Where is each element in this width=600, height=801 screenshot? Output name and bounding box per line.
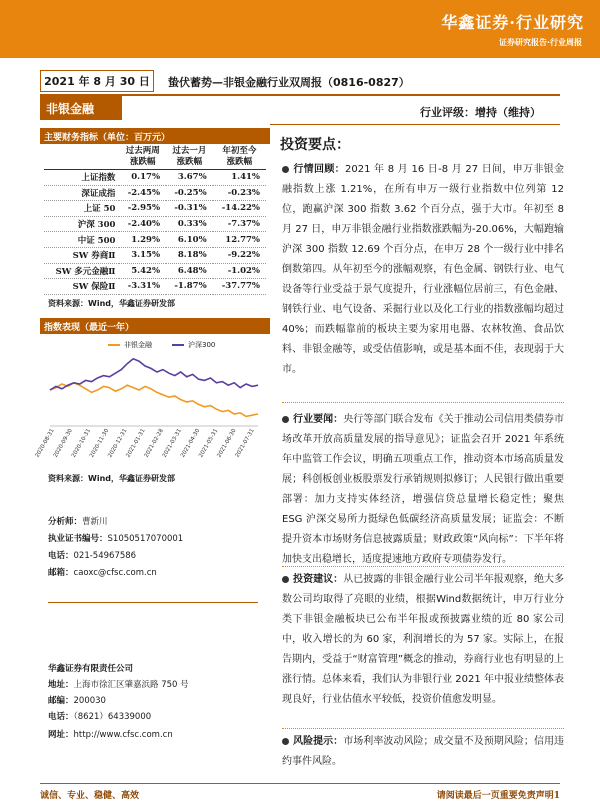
- point-body: 市场利率波动风险；成交量不及预期风险；信用违约事件风险。: [282, 736, 565, 767]
- metrics-value: -14.22%: [213, 201, 266, 217]
- point-head: 风险提示：: [293, 736, 344, 747]
- sector-label: 非银金融: [40, 96, 122, 120]
- analyst-email-label: 邮箱：: [48, 568, 74, 578]
- analyst-cert: S1050517070001: [107, 534, 184, 544]
- company-phone-label: 电话：: [48, 712, 74, 722]
- x-tick-label: 2021-02-28: [143, 428, 165, 459]
- key-points-title: 投资要点：: [280, 137, 350, 153]
- footer-slogan: 诚信、专业、稳健、高效: [40, 791, 140, 801]
- metrics-col-2: 过去一月 涨跌幅: [166, 145, 213, 170]
- company-web-row: [48, 728, 173, 740]
- metrics-index-name: 深证成指: [44, 185, 119, 201]
- section-divider: [282, 566, 564, 567]
- metrics-row: [44, 216, 266, 232]
- bullet-icon: [282, 738, 289, 745]
- analyst-phone-label: 电话：: [48, 551, 74, 561]
- metrics-value: -2.40%: [119, 216, 166, 232]
- company-phone: （8621）64339000: [73, 712, 152, 722]
- metrics-index-name: SW 保险Ⅱ: [44, 279, 119, 295]
- legend-swatch-1: [172, 344, 184, 346]
- industry-rating: 行业评级：增持（维持）: [420, 106, 541, 119]
- metrics-value: 8.18%: [166, 247, 213, 263]
- metrics-body: [44, 170, 266, 295]
- footer-disclaimer-note: 请阅读最后一页重要免责声明1: [436, 791, 560, 801]
- metrics-value: -2.45%: [119, 185, 166, 201]
- chart-source: 资料来源：Wind，华鑫证券研发部: [48, 474, 175, 483]
- metrics-value: -0.23%: [213, 185, 266, 201]
- analyst-name-row: [48, 515, 108, 527]
- metrics-value: 5.42%: [119, 263, 166, 279]
- metrics-col-1: 过去两周 涨跌幅: [119, 145, 166, 170]
- metrics-value: -7.37%: [213, 216, 266, 232]
- company-zip-row: [48, 694, 106, 706]
- metrics-row: [44, 263, 266, 279]
- x-tick-label: 2020-12-31: [107, 428, 129, 459]
- metrics-row: [44, 185, 266, 201]
- brand-subtitle: 证券研究报告·行业周报: [498, 38, 582, 47]
- metrics-row: [44, 201, 266, 217]
- point-body: 从已披露的非银金融行业公司半年报观察，绝大多数公司均取得了亮眼的业绩，根据Wind数据统计，申万行业分类下非银金融板块已公布半年报或预披露业绩的近 80 家公司中，收入增长的为 60 家，利润增长的为 57 家。实际上，在报告期内，受益于“财富管理”概念的推动，券商行业也有明显的上涨行情。总体来看，我们认为非银行业 2021 年中报业绩整体表现良好，行业估值水平较低，投资价值愈发明显。: [282, 574, 565, 705]
- point-industry-news: [282, 410, 564, 570]
- company-address: 上海市徐汇区肇嘉浜路 750 号: [73, 680, 189, 690]
- metrics-source: 资料来源：Wind，华鑫证券研发部: [48, 299, 175, 308]
- x-tick-label: 2021-04-30: [180, 428, 202, 459]
- point-head: 行情回顾：: [293, 164, 345, 175]
- metrics-index-name: 上证指数: [44, 170, 119, 186]
- rating-rule: [270, 124, 560, 125]
- metrics-value: 1.29%: [119, 232, 166, 248]
- metrics-header: 主要财务指标（单位：百万元）: [40, 128, 270, 144]
- report-title: 蛰伏蓄势—非银金融行业双周报（0816-0827）: [168, 76, 410, 89]
- metrics-value: -9.22%: [213, 247, 266, 263]
- series-line-0: [50, 383, 258, 417]
- company-address-row: [48, 678, 189, 690]
- metrics-index-name: SW 多元金融Ⅱ: [44, 263, 119, 279]
- analyst-phone-row: [48, 549, 136, 561]
- section-divider: [282, 402, 564, 403]
- point-investment-advice: [282, 570, 564, 710]
- company-address-label: 地址：: [48, 680, 74, 690]
- point-head: 投资建议：: [293, 574, 344, 585]
- company-zip: 200030: [73, 696, 106, 706]
- company-phone-row: [48, 710, 151, 722]
- company-zip-label: 邮编：: [48, 696, 74, 706]
- analyst-email-row: [48, 566, 157, 578]
- metrics-row: [44, 247, 266, 263]
- metrics-value: 6.10%: [166, 232, 213, 248]
- metrics-row: [44, 170, 266, 186]
- metrics-value: 3.15%: [119, 247, 166, 263]
- point-head: 行业要闻：: [293, 414, 344, 425]
- report-date: 2021 年 8 月 30 日: [40, 70, 154, 92]
- x-tick-label: 2021-01-31: [125, 428, 147, 459]
- legend-label-1: 沪深300: [188, 341, 216, 349]
- company-web-label: 网址：: [48, 730, 74, 740]
- analyst-phone: 021-54967586: [73, 551, 137, 561]
- metrics-col-0: [44, 145, 119, 170]
- metrics-value: 12.77%: [213, 232, 266, 248]
- x-tick-label: 2020-08-31: [34, 428, 56, 459]
- footer-rule: [40, 783, 560, 784]
- legend-label-0: 非银金融: [124, 341, 152, 349]
- x-tick-label: 2020-09-30: [52, 428, 74, 459]
- metrics-value: 1.41%: [213, 170, 266, 186]
- metrics-header-row: [44, 145, 266, 170]
- contact-rule: [48, 602, 258, 603]
- metrics-col-3: 年初至今 涨跌幅: [213, 145, 266, 170]
- metrics-table: [44, 145, 266, 295]
- legend-swatch-0: [108, 344, 120, 346]
- metrics-value: -1.87%: [166, 279, 213, 295]
- index-chart-header: 指数表现（最近一年）: [40, 318, 270, 334]
- metrics-value: -1.02%: [213, 263, 266, 279]
- analyst-email[interactable]: caoxc@cfsc.com.cn: [73, 568, 157, 578]
- x-tick-label: 2021-07-31: [234, 428, 256, 459]
- metrics-value: 0.17%: [119, 170, 166, 186]
- company-website[interactable]: http://www.cfsc.com.cn: [73, 730, 173, 740]
- metrics-value: 6.48%: [166, 263, 213, 279]
- x-tick-label: 2020-10-31: [70, 428, 93, 459]
- header-band: [0, 0, 600, 58]
- metrics-index-name: 上证 50: [44, 201, 119, 217]
- metrics-index-name: 沪深 300: [44, 216, 119, 232]
- metrics-index-name: 中证 500: [44, 232, 119, 248]
- analyst-name-label: 分析师：: [48, 517, 83, 527]
- index-line-chart: [34, 348, 264, 470]
- x-tick-label: 2021-06-30: [216, 428, 238, 459]
- x-tick-label: 2020-11-30: [89, 428, 111, 459]
- brand-title: 华鑫证券·行业研究: [441, 13, 584, 32]
- metrics-value: -2.95%: [119, 201, 166, 217]
- metrics-row: [44, 232, 266, 248]
- metrics-value: -37.77%: [213, 279, 266, 295]
- point-risk-warning: [282, 732, 564, 772]
- analyst-cert-row: [48, 532, 183, 544]
- point-market-review: [282, 160, 564, 380]
- bullet-icon: [282, 416, 289, 423]
- metrics-value: 3.67%: [166, 170, 213, 186]
- metrics-value: -3.31%: [119, 279, 166, 295]
- x-tick-label: 2021-03-31: [161, 428, 184, 459]
- analyst-name: 曹新川: [82, 517, 108, 527]
- metrics-index-name: SW 券商Ⅱ: [44, 247, 119, 263]
- metrics-value: -0.25%: [166, 185, 213, 201]
- x-tick-label: 2021-05-31: [198, 428, 220, 459]
- analyst-cert-label: 执业证书编号：: [48, 534, 108, 544]
- bullet-icon: [282, 576, 289, 583]
- point-body: 2021 年 8 月 16 日-8 月 27 日间，申万非银金融指数上涨 1.21%，在所有申万一级行业指数中位列第 12 位，跑赢沪深 300 指数 3.62 个百分点，强于大市。年初至 8 月 27 日，申万非银金融行业指数涨跌幅为-20.06%，大幅跑输沪深 300 指数 12.69 个百分点，在申万 28 个一级行业中排名倒数第四。从年初至今的涨幅观察，有色金属、钢铁行业、电气设备等行业受益于景气度提升，行业涨幅位居前三，有色金融、钢铁行业、电气设备、采掘行业以及化工行业的指数涨幅均超过 40%；而跌幅靠前的板块主要为家用电器、农林牧渔、食品饮料、非银金融等，或受估值影响，或是基本面不佳，表现弱于大市。: [282, 164, 564, 375]
- metrics-row: [44, 279, 266, 295]
- bullet-icon: [282, 166, 289, 173]
- metrics-value: -0.31%: [166, 201, 213, 217]
- company-name: 华鑫证券有限责任公司: [48, 664, 134, 674]
- point-body: 央行等部门联合发布《关于推动公司信用类债券市场改革开放高质量发展的指导意见》；证监会召开 2021 年系统年中监管工作会议，明确五项重点工作，推动资本市场高质量发展；科创板创业板股票发行承销规则拟修订；人民银行做出重要部署：加力支持实体经济，增强信贷总量增长稳定性；聚焦 ESG 沪深交易所力挺绿色低碳经济高质量发展；证监会：不断提升资本市场财务信息披露质量；财政政策“风向标”：下半年将加快支出稳增长，适度提速地方政府专项债券发行。: [282, 414, 565, 565]
- section-divider: [282, 728, 564, 729]
- metrics-value: 0.33%: [166, 216, 213, 232]
